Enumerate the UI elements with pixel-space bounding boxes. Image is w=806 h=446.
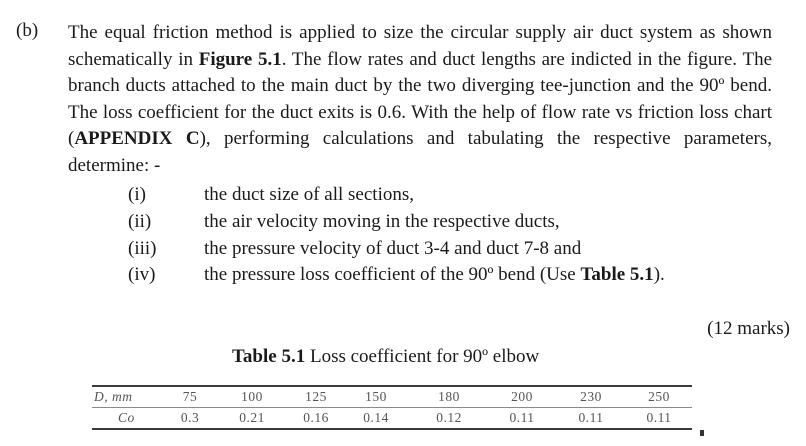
table-top-rule <box>92 385 692 387</box>
diameter-cell: 230 <box>580 389 602 404</box>
coefficient-cell: 0.12 <box>436 410 462 425</box>
coefficient-cell: 0.11 <box>509 410 535 425</box>
sub-question-text <box>204 262 665 289</box>
coefficient-cell: 0.16 <box>303 410 329 425</box>
coefficient-cell: 0.11 <box>578 410 604 425</box>
figure-ref: Figure 5.1 <box>198 48 282 70</box>
sub-question-number: (ii) <box>128 210 152 232</box>
coefficient-cell: 0.21 <box>239 410 265 425</box>
coefficient-cell: 0.11 <box>646 410 672 425</box>
diameter-cell: 250 <box>648 389 670 404</box>
sub-question-number: (iv) <box>128 264 156 286</box>
diameter-cell: 75 <box>182 389 198 404</box>
sub-question-text: the air velocity moving in the respective ducts, <box>204 210 560 232</box>
table-bottom-rule <box>92 428 692 430</box>
appendix-ref: APPENDIX C <box>74 128 200 149</box>
table-middle-rule <box>92 407 692 408</box>
diameter-cell: 200 <box>511 389 533 404</box>
diameter-row-header: D, mm <box>94 389 133 404</box>
sub-question-text: the pressure velocity of duct 3-4 and duct 7-8 and <box>204 237 582 259</box>
loss-coefficient-table <box>92 385 692 431</box>
table-caption <box>232 346 539 368</box>
diameter-cell: 180 <box>438 389 460 404</box>
table-caption-number: Table 5.1 <box>232 346 306 367</box>
marks-label: (12 marks) <box>707 318 790 339</box>
scan-speck <box>700 430 704 436</box>
question-label: (b) <box>16 20 39 41</box>
sub-question-number: (iii) <box>128 237 157 259</box>
coefficient-row-header: Co <box>118 410 135 425</box>
diameter-cell: 125 <box>305 389 327 404</box>
sub-question-number: (i) <box>128 184 146 205</box>
coefficient-cell: 0.14 <box>363 410 389 425</box>
sub-question-text-end: ). <box>653 264 665 286</box>
para-text-1: The equal friction method is applied to size the circular supply air duct system as shown schematically in <box>68 22 772 70</box>
sub-question-text: the duct size of all sections, <box>204 184 414 205</box>
para-text-3: ), performing calculations and tabulating the respective parameters, determine: - <box>68 128 772 176</box>
coefficient-cell: 0.3 <box>180 410 200 425</box>
question-paragraph <box>68 20 772 179</box>
table-ref: Table 5.1 <box>580 264 654 286</box>
table-caption-text: Loss coefficient for 90º elbow <box>305 346 540 367</box>
diameter-cell: 150 <box>365 389 387 404</box>
diameter-cell: 100 <box>241 389 263 404</box>
para-text-2: . The flow rates and duct lengths are indicted in the figure. The branch ducts attached to the main duct by the two diverging tee-junction and the 90º bend. The loss coefficient for the duct exits is 0.6. With the help of flow rate vs friction loss chart ( <box>68 48 772 149</box>
sub-question-text-start: the pressure loss coefficient of the 90º bend (Use <box>204 264 581 286</box>
